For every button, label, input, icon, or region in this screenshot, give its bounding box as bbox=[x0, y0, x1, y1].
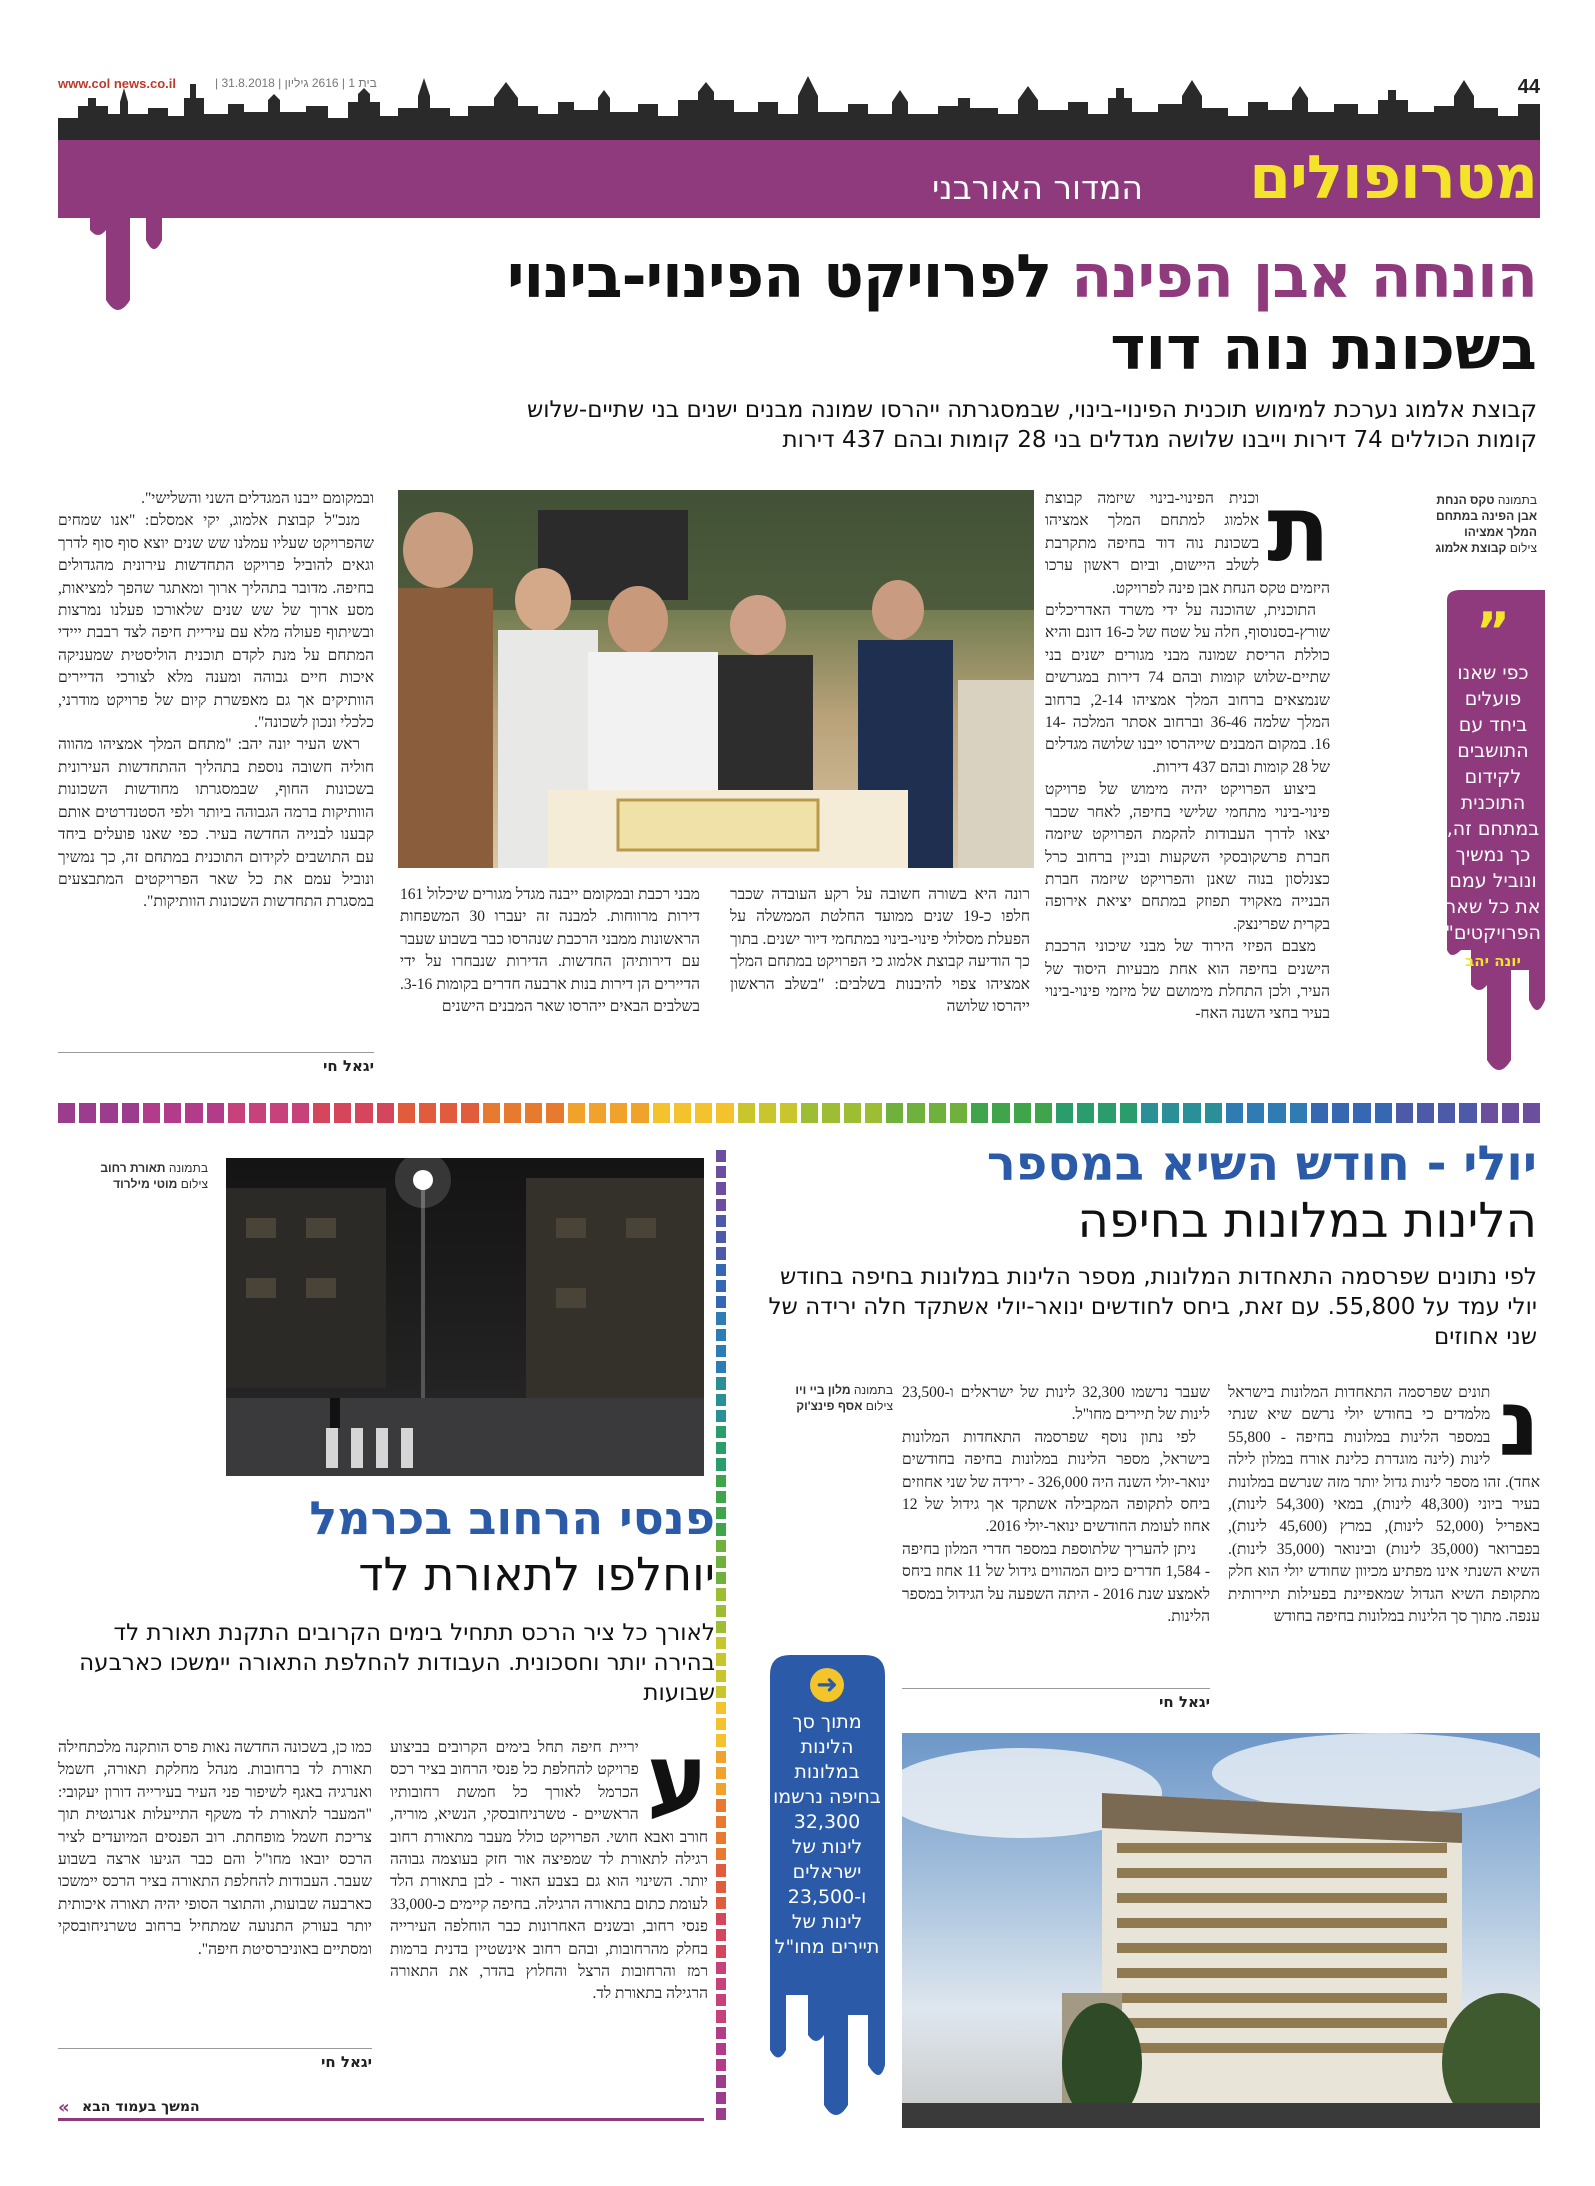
continued-label: המשך בעמוד הבא bbox=[82, 2099, 200, 2115]
divider-swatch bbox=[716, 1166, 726, 1178]
credit-by: מוטי מילרוד bbox=[113, 1177, 178, 1191]
divider-swatch bbox=[716, 1199, 726, 1211]
story1-pull-quote-text: כפי שאנו פועלים ביחד עם התושבים לקידום התוכנית במתחם זה, כך נמשיך ונוביל עמם את כל שאר הפרויקטים" bbox=[1445, 662, 1541, 944]
divider-swatch bbox=[716, 1962, 726, 1974]
divider-swatch bbox=[716, 1377, 726, 1389]
divider-swatch bbox=[1523, 1103, 1540, 1123]
divider-swatch bbox=[716, 1783, 726, 1795]
divider-swatch bbox=[780, 1103, 797, 1123]
quote-mark-icon: ” bbox=[1475, 602, 1511, 662]
divider-swatch bbox=[716, 1832, 726, 1844]
divider-swatch bbox=[716, 1881, 726, 1893]
divider-swatch bbox=[653, 1103, 670, 1123]
arrow-right-icon: ➜ bbox=[810, 1668, 844, 1702]
divider-swatch bbox=[1311, 1103, 1328, 1123]
story2-para: לפי נתון נוסף שפרסמה התאחדות המלונות בישראל, מספר הלינות במלונות בחיפה בחודשים ינואר-יולי השנה היה 326,000 - ירידה של שני אחוזים ביחס לתקופה המקבילה אשתקד אך גידול של 12 אחוז לעומת החודשים ינואר-יולי 2016. bbox=[902, 1428, 1211, 1536]
divider-swatch bbox=[1035, 1103, 1052, 1123]
story1-subhead-line2: קומות הכוללים 74 דירות וייבנו שלושה מגדלים בני 28 קומות ובהם 437 דירות bbox=[782, 427, 1537, 453]
divider-swatch bbox=[1396, 1103, 1413, 1123]
story1-subhead bbox=[57, 395, 1537, 455]
divider-swatch bbox=[1290, 1103, 1307, 1123]
story2-pull-quote bbox=[772, 1668, 882, 1960]
divider-swatch bbox=[716, 1864, 726, 1876]
divider-swatch bbox=[185, 1103, 202, 1123]
story1-headline-rest: לפרויקט הפינוי-בינוי bbox=[506, 242, 1052, 312]
story1-para: התוכנית, שהוכנה על ידי משרד האדריכלים שורץ-בסנוסוף, חלה על שטח של כ-16 דונם והיא כוללת הריסת שמונה מבני מגורים ישנים בני שתיים-שלוש קומות ובהם 74 דירות במגרשים שנמצאים ברחוב המלך אמציהו 2-14, ברחוב המלך שלמה 36-46 וברחוב אסתר המלכה 14-16. במקום המבנים שייהרסו ייבנו שלושה מגדלים של 28 קומות ובהם 437 דירות. bbox=[1045, 602, 1331, 776]
divider-swatch bbox=[716, 1588, 726, 1600]
skyline-graphic bbox=[58, 58, 1540, 148]
story1-para: מבני רכבת ובמקומם ייבנה מגדל מגורים שיכלול 161 דירות מרווחות. למבנה זה יעברו 30 המשפחות הראשונות ממבני הרכבת שנהרסו כבר בשבוע שעבר עם דירותיהן החדשות. הדירות שנבחרו על ידי הדיירים הן דירות בנות ארבעה חדרים בקומות 3-16. בשלבים הבאים ייהרסו שאר המבנים הישנים bbox=[400, 886, 700, 1016]
divider-swatch bbox=[716, 1296, 726, 1308]
divider-swatch bbox=[1098, 1103, 1115, 1123]
divider-swatch bbox=[738, 1103, 755, 1123]
divider-swatch bbox=[716, 1442, 726, 1454]
divider-swatch bbox=[525, 1103, 542, 1123]
divider-swatch bbox=[674, 1103, 691, 1123]
continued-next-page-bar bbox=[58, 2098, 704, 2121]
story2-dropcap: נ bbox=[1498, 1370, 1540, 1477]
section-divider-rainbow bbox=[58, 1103, 1540, 1123]
credit-by: אסף פינצ'וק bbox=[796, 1399, 863, 1413]
story1-subhead-line1: קבוצת אלמוג נערכת למימוש תוכנית הפינוי-בינוי, שבמסגרתה ייהרסו שמונה מבנים ישנים בני שתיים-שלוש bbox=[527, 397, 1537, 423]
divider-swatch bbox=[377, 1103, 394, 1123]
story3-subhead: לאורך כל ציר הרכס תתחיל בימים הקרובים התקנת תאורת לד בהירה יותר וחסכונית. העבודות להחלפת התאורה יימשכו כארבעה שבועות bbox=[79, 1620, 715, 1706]
credit-by-label: צילום bbox=[180, 1177, 208, 1191]
divider-swatch bbox=[1353, 1103, 1370, 1123]
story3-headline-line1: פנסי הרחוב בכרמל bbox=[309, 1491, 715, 1545]
divider-swatch bbox=[1375, 1103, 1392, 1123]
story3-photo-credit bbox=[58, 1160, 208, 1192]
story2-pull-quote-text: מתוך סך הלינות במלונות בחיפה נרשמו 32,300 לינות של ישראלים ו-23,500 לינות של תיירים מחו"ל bbox=[773, 1711, 881, 1958]
divider-swatch bbox=[716, 1751, 726, 1763]
story2-headline-line2: הלינות במלונות בחיפה bbox=[1077, 1193, 1537, 1249]
divider-swatch bbox=[716, 1475, 726, 1487]
divider-swatch bbox=[716, 1848, 726, 1860]
divider-swatch bbox=[716, 1215, 726, 1227]
divider-swatch bbox=[801, 1103, 818, 1123]
chevron-left-icon: « bbox=[58, 2097, 70, 2118]
story1-para: ובמקומם ייבנו המגדלים השני והשלישי". bbox=[141, 490, 374, 507]
divider-swatch bbox=[716, 1280, 726, 1292]
divider-swatch bbox=[207, 1103, 224, 1123]
divider-swatch bbox=[716, 1247, 726, 1259]
divider-swatch bbox=[716, 1605, 726, 1617]
divider-swatch bbox=[716, 1734, 726, 1746]
divider-swatch bbox=[1056, 1103, 1073, 1123]
divider-swatch bbox=[822, 1103, 839, 1123]
story2-column-right bbox=[1228, 1370, 1541, 1628]
divider-swatch bbox=[568, 1103, 585, 1123]
story2-headline-line1: יולי - חודש השיא במספר bbox=[986, 1136, 1537, 1192]
divider-swatch bbox=[971, 1103, 988, 1123]
divider-swatch bbox=[716, 2092, 726, 2104]
divider-swatch bbox=[1120, 1103, 1137, 1123]
divider-swatch bbox=[1502, 1103, 1519, 1123]
divider-swatch bbox=[716, 1897, 726, 1909]
divider-swatch bbox=[440, 1103, 457, 1123]
divider-swatch bbox=[1438, 1103, 1455, 1123]
divider-swatch bbox=[122, 1103, 139, 1123]
divider-swatch bbox=[886, 1103, 903, 1123]
divider-swatch bbox=[1459, 1103, 1476, 1123]
story2-photo-hotel-building bbox=[902, 1733, 1540, 2128]
divider-swatch bbox=[504, 1103, 521, 1123]
divider-swatch bbox=[716, 2043, 726, 2055]
story2-para: שעבר נרשמו 32,300 לינות של ישראלים ו-23,500 לינות של תיירים מחו"ל. bbox=[902, 1384, 1210, 1424]
divider-swatch bbox=[716, 1556, 726, 1568]
story2-para: תונים שפרסמה התאחדות המלונות בישראל מלמדים כי בחודש יולי נרשם שיא שנתי במספר הלינות במלונות בחיפה - 55,800 לינות (לינה מוגדרת כלינת אורח במלון לילה אחד). זהו מספר לינות גדול יותר מזה שנרשם במלונות בעיר ביוני (48,300 לינות), במאי (54,300 לינות), באפריל (52,000 לינות), במרץ (45,600 לינות), בפברואר (35,000 לינות) ובינואר (35,000 לינות). השיא השנתי אינו מפתיע מכיוון שחודש יולי הוא חלק מתקופת השיא הגדול שמאפיינת בפעילות תיירותית ענפה. מתוך סך הלינות במלונות בחיפה בחודש bbox=[1228, 1384, 1541, 1626]
divider-swatch bbox=[1183, 1103, 1200, 1123]
divider-swatch bbox=[313, 1103, 330, 1123]
story1-dropcap: ת bbox=[1267, 476, 1330, 583]
credit-label: בתמונה bbox=[1497, 493, 1537, 507]
story1-para: ראש העיר יונה יהב: "מתחם המלך אמציהו מהווה חוליה חשובה נוספת בתהליך ההתחדשות העירונית בשכונות החוף, שבמסגרתו מחודשות השכונות הוותיקות ברמה הגבוהה ביותר ולפי הסטנדרטים אותם קבענו לבנייה החדשה בעיר. כפי שאנו פועלים ביחד עם התושבים לקידום התוכנית במתחם זה, כך נמשיך ונוביל עמם את כל שאר הפרויקטים המתבצעים במסגרת התחדשות השכונות הוותיקות". bbox=[58, 736, 374, 911]
divider-swatch bbox=[716, 1702, 726, 1714]
divider-swatch bbox=[716, 1572, 726, 1584]
brand-title: מטרופולים bbox=[1249, 143, 1537, 213]
section-subtitle: המדור האורבני bbox=[931, 168, 1143, 207]
divider-swatch bbox=[950, 1103, 967, 1123]
divider-swatch bbox=[461, 1103, 478, 1123]
divider-swatch bbox=[1481, 1103, 1498, 1123]
story1-para: רונה היא בשורה חשובה על רקע העובדה שכבר חלפו כ-19 שנים ממועד החלטת הממשלה על הפעלת מסלולי פינוי-בינוי במתחמי דיור ישנים. בתוך כך הודיעה קבוצת אלמוג כי הפרויקט במתחם המלך אמציהו צפוי להיבנות בשלבים: "בשלב הראשון ייהרסו שלושה bbox=[730, 886, 1031, 1016]
divider-swatch bbox=[716, 1523, 726, 1535]
divider-swatch bbox=[716, 1945, 726, 1957]
divider-swatch bbox=[228, 1103, 245, 1123]
divider-swatch bbox=[716, 1913, 726, 1925]
story2-photo-credit bbox=[745, 1382, 893, 1414]
story1-para: וכנית הפינוי-בינוי שיזמה קבוצת אלמוג למתחם המלך אמציהו בשכונת נוה דוד בחיפה מתקרבת לשלב היישום, וביום ראשון ערכו היזמים טקס הנחת אבן פינה לפרויקט. bbox=[1045, 490, 1330, 597]
divider-swatch bbox=[58, 1103, 75, 1123]
divider-swatch bbox=[79, 1103, 96, 1123]
divider-swatch bbox=[759, 1103, 776, 1123]
story3-para: כמו כן, בשכונה החדשה נאות פרס הותקנה מלכתחילה תאורת לד ברחובות. מנהל מחלקת תאורה, חשמל ואנרגיה באגף לשיפור פני העיר בעירייה דורון יעקובי: "המעבר לתאורת לד משקף התייעלות אנרגטית תוך צריכת חשמל מופחתת. רוב הפנסים המיועדים לציר הרכס יובאו מחו"ל והם כבר הגיעו ארצה בשבוע שעבר. העבודות להחלפת התאורה בציר הרכס יימשכו כארבעה שבועות, והתוצר הסופי יהיה תאורה איכותית יותר בעורק התנועה שמתחיל ברחוב טשרניחובסקי ומסתיים באוניברסיטת חיפה". bbox=[58, 1739, 372, 1958]
divider-swatch bbox=[716, 1345, 726, 1357]
divider-swatch bbox=[907, 1103, 924, 1123]
divider-swatch bbox=[716, 1799, 726, 1811]
divider-swatch bbox=[716, 1264, 726, 1276]
divider-swatch bbox=[1205, 1103, 1222, 1123]
column-divider-rainbow bbox=[716, 1150, 726, 2120]
divider-swatch bbox=[716, 1621, 726, 1633]
divider-swatch bbox=[334, 1103, 351, 1123]
story1-photo-credit bbox=[1419, 492, 1537, 556]
divider-swatch bbox=[631, 1103, 648, 1123]
story1-headline bbox=[177, 242, 1537, 312]
credit-by: קבוצת אלמוג bbox=[1435, 541, 1507, 555]
divider-swatch bbox=[716, 1426, 726, 1438]
story1-byline: יגאל חי bbox=[58, 1052, 374, 1075]
divider-swatch bbox=[716, 1540, 726, 1552]
divider-swatch bbox=[992, 1103, 1009, 1123]
divider-swatch bbox=[1417, 1103, 1434, 1123]
divider-swatch bbox=[716, 1816, 726, 1828]
credit-text: תאורת רחוב bbox=[100, 1161, 166, 1175]
divider-swatch bbox=[716, 1150, 726, 1162]
divider-swatch bbox=[546, 1103, 563, 1123]
divider-swatch bbox=[1162, 1103, 1179, 1123]
divider-swatch bbox=[589, 1103, 606, 1123]
divider-swatch bbox=[716, 1491, 726, 1503]
story1-para: ביצוע הפרויקט יהיה מימוש של פרויקט פינוי-בינוי מתחמי שלישי בחיפה, לאחר שכבר יצאו לדרך העבודות להקמת הפרויקט שיזמה חברת פרשקובסקי השקעות ובניין ברחוב כרל כצנלסון בנוה שאנן והפרויקט שיזמה חברת הבנייה מאקויד תפוזק במתחם יציאת אירופה בקרית שפרינצק. bbox=[1045, 781, 1330, 933]
divider-swatch bbox=[270, 1103, 287, 1123]
divider-swatch bbox=[716, 1670, 726, 1682]
divider-swatch bbox=[716, 1312, 726, 1324]
story1-column-mid-right bbox=[730, 884, 1030, 1018]
divider-swatch bbox=[716, 2010, 726, 2022]
divider-swatch bbox=[716, 1718, 726, 1730]
divider-swatch bbox=[716, 2075, 726, 2087]
story1-pull-quote-author: יונה יהב bbox=[1465, 952, 1521, 970]
divider-swatch bbox=[355, 1103, 372, 1123]
divider-swatch bbox=[1247, 1103, 1264, 1123]
divider-swatch bbox=[1268, 1103, 1285, 1123]
credit-by-label: צילום bbox=[1509, 541, 1537, 555]
divider-swatch bbox=[716, 1410, 726, 1422]
divider-swatch bbox=[929, 1103, 946, 1123]
divider-swatch bbox=[844, 1103, 861, 1123]
story1-column-left bbox=[58, 488, 374, 914]
credit-text: טקס הנחת אבן הפינה במתחם המלך אמציהו bbox=[1435, 493, 1537, 539]
story3-headline-line2: יוחלפו לתאורת לד bbox=[358, 1547, 715, 1601]
divider-swatch bbox=[1226, 1103, 1243, 1123]
story3-column-left bbox=[58, 1737, 372, 1961]
divider-swatch bbox=[716, 1361, 726, 1373]
story1-headline-line2: בשכונת נוה דוד bbox=[1110, 314, 1537, 384]
story1-column-mid-left bbox=[400, 884, 700, 1018]
divider-swatch bbox=[1077, 1103, 1094, 1123]
story1-para: מצבם הפיזי הירוד של מבני שיכוני הרכבת הישנים בחיפה הוא אחת מבעיות היסוד של העיר, ולכן התחלת מימושם של מיזמי פינוי-בינוי בעיר בחצי השנה האח- bbox=[1045, 938, 1330, 1023]
divider-swatch bbox=[716, 1329, 726, 1341]
divider-swatch bbox=[716, 1767, 726, 1779]
story1-para: מנכ"ל קבוצת אלמוג, יקי אמסלם: "אנו שמחים שהפרויקט שעליו עמלנו שש שנים יוצא סוף סוף לדרך וגאים להוביל פרויקט התחדשות עירונית מהגדולים בחיפה. מדובר בתהליך ארוך ומאתגר שהפך למציאות, מסע ארוך של שש שנים שלאורכו פעלנו נמרצות ובשיתוף פעולה מלא עם עיריית חיפה לצד רבבת ייידי המתחם על מנת לקדם תוכנית הוליסטית שמעניקה איכות חיים גבוהה ומענה מלא לצורכי הדיירים הוותיקים אך גם מאפשרת קיום של פרויקט מודרני, כלכלי ונכון לשכונה". bbox=[58, 512, 374, 732]
divider-swatch bbox=[1332, 1103, 1349, 1123]
story1-column-right bbox=[1045, 476, 1331, 1026]
story1-headline-highlight: הונחה אבן הפינה bbox=[1071, 242, 1537, 312]
divider-swatch bbox=[292, 1103, 309, 1123]
divider-swatch bbox=[716, 2059, 726, 2071]
story1-pull-quote bbox=[1445, 602, 1541, 970]
story2-byline: יגאל חי bbox=[902, 1688, 1210, 1711]
divider-swatch bbox=[249, 1103, 266, 1123]
divider-swatch bbox=[716, 1182, 726, 1194]
header-issue-info: | בית 1 | 2616 גיליון | 31.8.2018 bbox=[215, 76, 377, 90]
divider-swatch bbox=[716, 1929, 726, 1941]
divider-swatch bbox=[398, 1103, 415, 1123]
divider-swatch bbox=[716, 1653, 726, 1665]
credit-label: בתמונה bbox=[168, 1161, 208, 1175]
divider-swatch bbox=[483, 1103, 500, 1123]
divider-swatch bbox=[716, 1637, 726, 1649]
divider-swatch bbox=[716, 1231, 726, 1243]
credit-by-label: צילום bbox=[865, 1399, 893, 1413]
story2-para: ניתן להעריך שלתוספת במספר חדרי המלון בחיפה - 1,584 חדרים כיום המהווים גידול של 11 אחוז ביחס לאמצע שנת 2016 - היתה השפעה על הגידול במספר הלינות. bbox=[902, 1540, 1210, 1626]
divider-swatch bbox=[143, 1103, 160, 1123]
credit-label: בתמונה bbox=[853, 1383, 893, 1397]
divider-swatch bbox=[716, 1458, 726, 1470]
divider-swatch bbox=[419, 1103, 436, 1123]
divider-swatch bbox=[164, 1103, 181, 1123]
divider-swatch bbox=[610, 1103, 627, 1123]
page-number: 44 bbox=[1517, 76, 1540, 98]
divider-swatch bbox=[716, 1103, 733, 1123]
story3-para: יריית חיפה תחל בימים הקרובים בביצוע פרויקט להחלפת כל פנסי הרחוב בציר רכס הכרמל לאורך כל חמשת רחובותיו הראשיים - טשרניחובסקי, הנשיא, מוריה, חורב ואבא חושי. הפרויקט כולל מעבר מתאורת רחוב רגילה לתאורת לד שמפיצה אור חזק בעוצמה גבוהה יותר. השינוי הוא גם בצבע האור - לבן בתאורת הלד לעומת כתום בתאורה הרגילה. בחיפה קיימים כ-33,000 פנסי רחוב, ובשנים האחרונות כבר הוחלפה העירייה בחלק מהרחובות, ובהם רחוב אינשטיין בדנית ברמות רמז והרחובות הרצל והחלוץ בהדר, את התאורה הרגילה בתאורת לד. bbox=[390, 1739, 708, 2003]
story1-photo-cornerstone-ceremony bbox=[398, 490, 1034, 868]
divider-swatch bbox=[716, 1978, 726, 1990]
divider-swatch bbox=[716, 2027, 726, 2039]
divider-swatch bbox=[1014, 1103, 1031, 1123]
credit-text: מלון ביי ויו bbox=[795, 1383, 851, 1397]
divider-swatch bbox=[716, 1507, 726, 1519]
story3-byline: יגאל חי bbox=[58, 2048, 372, 2071]
story2-column-left bbox=[902, 1382, 1210, 1628]
divider-swatch bbox=[716, 2108, 726, 2120]
divider-swatch bbox=[716, 1686, 726, 1698]
divider-swatch bbox=[1141, 1103, 1158, 1123]
header-url-text: www.col news.co.il bbox=[58, 76, 176, 91]
story3-dropcap: ע bbox=[646, 1725, 708, 1832]
divider-swatch bbox=[865, 1103, 882, 1123]
story3-photo-street-lights bbox=[226, 1158, 704, 1476]
divider-swatch bbox=[716, 1394, 726, 1406]
divider-swatch bbox=[716, 1994, 726, 2006]
divider-swatch bbox=[100, 1103, 117, 1123]
story2-subhead: לפי נתונים שפרסמה התאחדות המלונות, מספר הלינות במלונות בחיפה בחודש יולי עמד על 55,800. עם זאת, ביחס לחודשים ינואר-יולי אשתקד חלה ירידה של שני אחוזים bbox=[768, 1264, 1537, 1350]
divider-swatch bbox=[695, 1103, 712, 1123]
banner-drip-left bbox=[58, 140, 178, 320]
story3-column-right bbox=[390, 1725, 708, 2006]
